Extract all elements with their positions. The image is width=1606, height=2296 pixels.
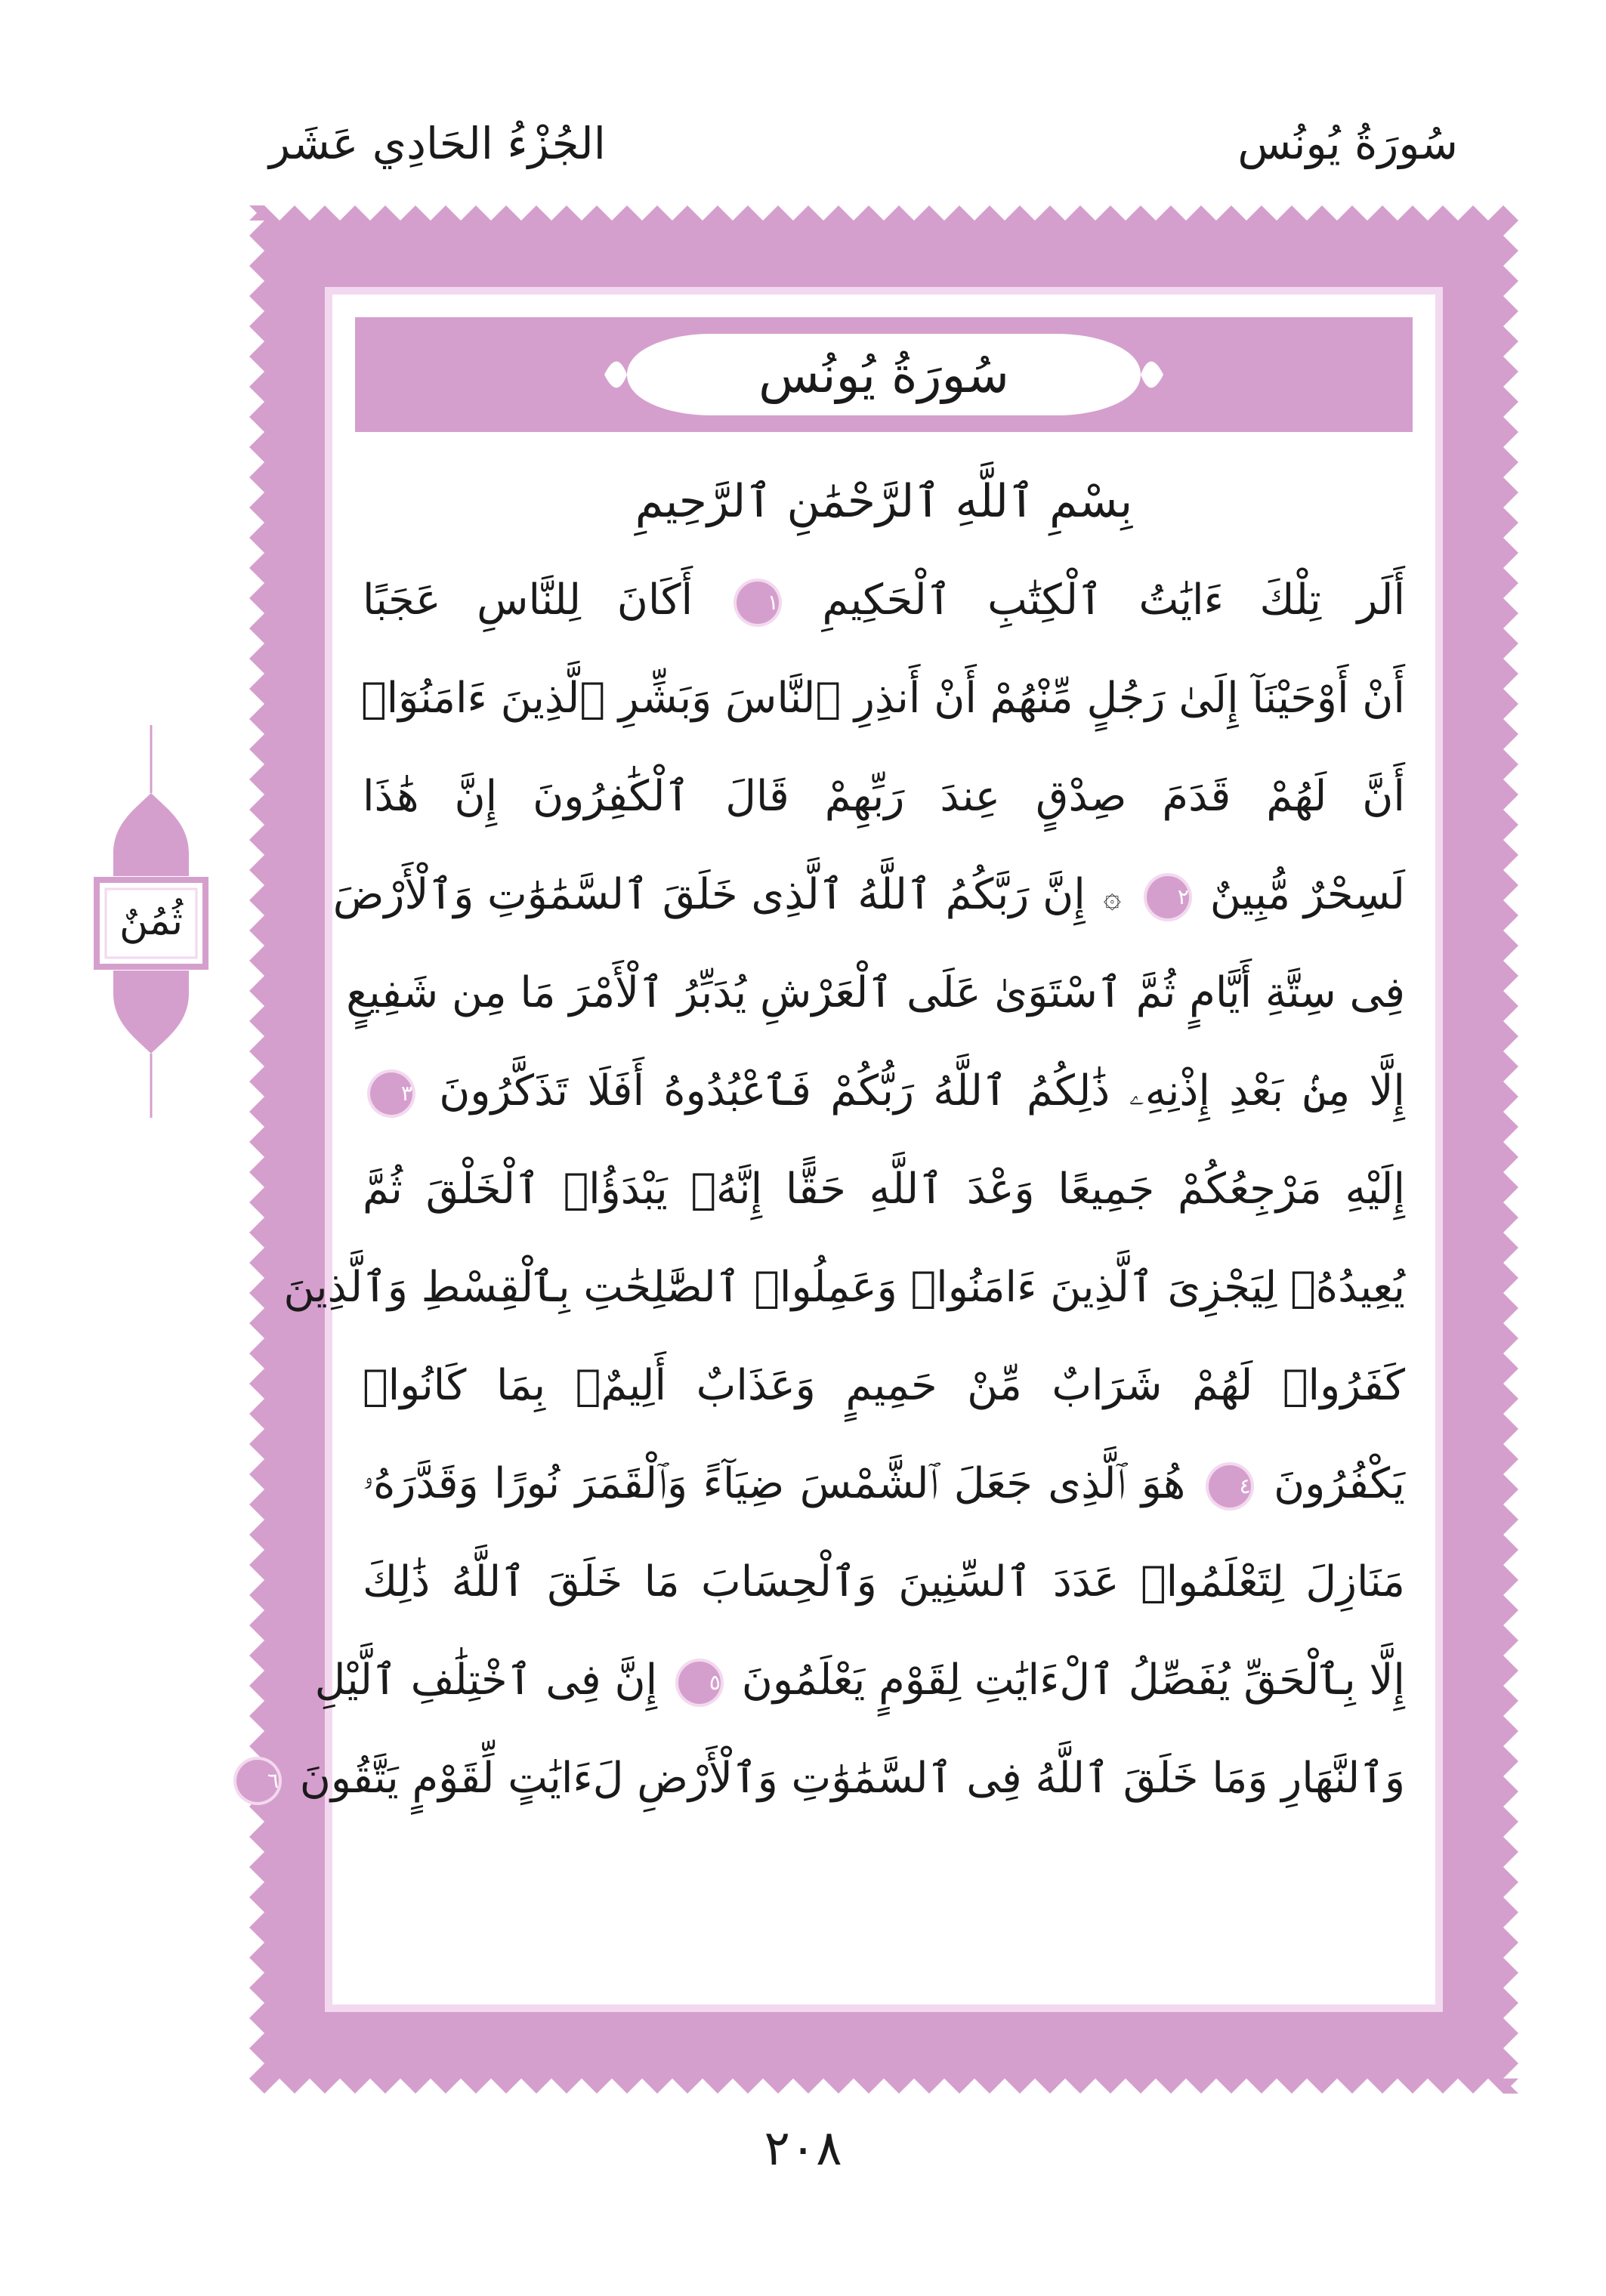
- verse-text: أَنَّ لَهُمْ قَدَمَ صِدْقٍ عِندَ رَبِّهِمْ قَالَ ٱلْكَٰفِرُونَ إِنَّ هَٰذَا: [363, 772, 1405, 821]
- rub-el-hizb-icon: ۞: [1103, 879, 1122, 915]
- verse-line-12: [314, 1631, 1405, 1730]
- ayah-number-1: ١: [737, 582, 779, 624]
- basmala: بِسْمِ ٱللَّهِ ٱلرَّحْمَٰنِ ٱلرَّحِيمِ: [635, 475, 1133, 528]
- ayah-number-3: ٣: [370, 1072, 412, 1115]
- verse-line-11: [363, 1533, 1405, 1631]
- surah-title-band: [355, 317, 1413, 432]
- verse-text: كَفَرُوا۟ لَهُمْ شَرَابٌ مِّنْ حَمِيمٍ وَعَذَابٌ أَلِيمٌۢ بِمَا كَانُوا۟: [363, 1361, 1405, 1410]
- page-frame: [249, 205, 1518, 2094]
- verse-text: أَكَانَ لِلنَّاسِ عَجَبًا: [363, 576, 693, 625]
- verse-text: إِنَّ فِى ٱخْتِلَٰفِ ٱلَّيْلِ: [314, 1656, 658, 1705]
- ayah-number-4: ٤: [1209, 1465, 1251, 1508]
- ayah-number-2: ٢: [1147, 876, 1189, 918]
- verse-line-5: [346, 944, 1405, 1042]
- verse-text: إِلَّا مِنۢ بَعْدِ إِذْنِهِۦ ذَٰلِكُمُ ٱللَّهُ رَبُّكُمْ فَٱعْبُدُوهُ أَفَلَا تَذَكَّرُونَ: [439, 1066, 1405, 1116]
- verse-line-2: [360, 650, 1405, 748]
- text-panel: [267, 295, 1435, 2004]
- verse-text: مَنَازِلَ لِتَعْلَمُوا۟ عَدَدَ ٱلسِّنِينَ وَٱلْحِسَابَ مَا خَلَقَ ٱللَّهُ ذَٰلِكَ: [363, 1557, 1405, 1606]
- verse-line-3: [363, 748, 1405, 846]
- verse-line-4: [332, 846, 1405, 944]
- verse-line-8: [283, 1239, 1405, 1337]
- verse-text: إِلَيْهِ مَرْجِعُكُمْ جَمِيعًا وَعْدَ ٱللَّهِ حَقًّا إِنَّهُۥ يَبْدَؤُا۟ ٱلْخَلْقَ ثُمَّ: [363, 1165, 1405, 1214]
- surah-name-header: سُورَةُ يُونُس: [1237, 118, 1458, 169]
- verse-text: إِلَّا بِٱلْحَقِّ يُفَصِّلُ ٱلْءَايَٰتِ لِقَوْمٍ يَعْلَمُونَ: [741, 1656, 1405, 1705]
- verse-text: إِنَّ رَبَّكُمُ ٱللَّهُ ٱلَّذِى خَلَقَ ٱلسَّمَٰوَٰتِ وَٱلْأَرْضَ: [332, 870, 1086, 919]
- verse-line-1: [363, 551, 1405, 650]
- surah-title: سُورَةُ يُونُس: [758, 346, 1009, 404]
- verse-text: أَنْ أَوْحَيْنَآ إِلَىٰ رَجُلٍ مِّنْهُمْ أَنْ أَنذِرِ ٱلنَّاسَ وَبَشِّرِ ٱلَّذِينَ ءَامَنُوٓا۟: [360, 674, 1405, 723]
- verse-line-10: [363, 1435, 1405, 1533]
- verse-text: يَكْفُرُونَ: [1274, 1459, 1405, 1508]
- verse-text: أَلَر تِلْكَ ءَايَٰتُ ٱلْكِتَٰبِ ٱلْحَكِيمِ: [822, 576, 1406, 625]
- ayah-number-5: ٥: [678, 1662, 721, 1704]
- verse-line-9: [363, 1337, 1405, 1435]
- juz-name-header: الجُزْءُ الحَادِي عَشَر: [269, 118, 606, 169]
- verse-lines: [267, 551, 1406, 1828]
- verse-text: لَسِحْرٌ مُّبِينٌ: [1209, 870, 1405, 919]
- verse-text: هُوَ ٱلَّذِى جَعَلَ ٱلشَّمْسَ ضِيَآءً وَٱلْقَمَرَ نُورًا وَقَدَّرَهُۥ: [363, 1459, 1186, 1508]
- verse-line-6: [363, 1042, 1405, 1140]
- verse-text: فِى سِتَّةِ أَيَّامٍ ثُمَّ ٱسْتَوَىٰ عَلَى ٱلْعَرْشِ يُدَبِّرُ ٱلْأَمْرَ مَا مِن شَفِيعٍ: [346, 968, 1405, 1017]
- verse-line-7: [363, 1140, 1405, 1239]
- ayah-number-6: ٦: [236, 1760, 279, 1802]
- verse-text: يُعِيدُهُۥ لِيَجْزِىَ ٱلَّذِينَ ءَامَنُوا۟ وَعَمِلُوا۟ ٱلصَّٰلِحَٰتِ بِٱلْقِسْطِ وَٱلَّذِينَ: [283, 1263, 1405, 1312]
- page-number: ٢٠٨: [764, 2121, 842, 2177]
- marker-label: ثُمُنٌ: [119, 899, 184, 944]
- verse-line-13: [267, 1730, 1405, 1828]
- verse-text: وَٱلنَّهَارِ وَمَا خَلَقَ ٱللَّهُ فِى ٱلسَّمَٰوَٰتِ وَٱلْأَرْضِ لَءَايَٰتٍ لِّقَوْمٍ يَتَّقُونَ: [299, 1754, 1405, 1803]
- hizb-marker: [91, 725, 212, 1118]
